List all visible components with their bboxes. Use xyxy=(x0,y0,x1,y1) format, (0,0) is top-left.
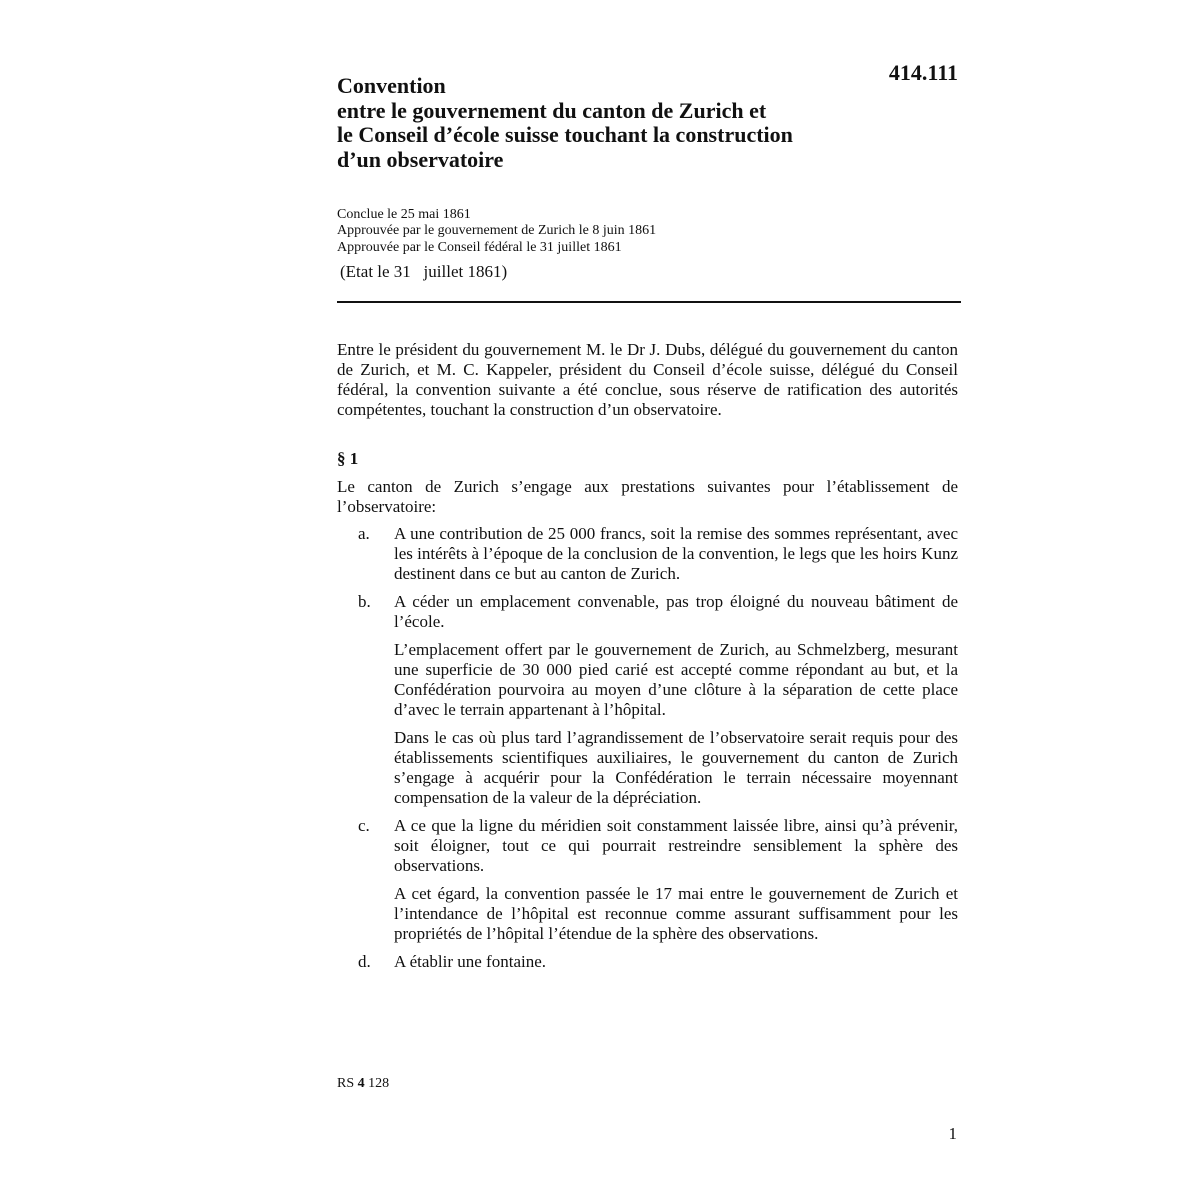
item-paragraph: A établir une fontaine. xyxy=(394,952,547,971)
list-marker: b. xyxy=(358,592,371,611)
list-marker: d. xyxy=(358,952,371,971)
list-item xyxy=(337,592,958,808)
title-line: d’un observatoire xyxy=(337,146,504,172)
approved-zurich-date: Approuvée par le gouvernement de Zurich le 8 juin 1861 xyxy=(337,223,657,239)
list-item xyxy=(337,952,958,972)
item-paragraph: Dans le cas où plus tard l’agrandissement de l’observatoire serait requis pour des établissements scientifiques auxiliaires, le gouvernement du canton de Zurich s’engage à acquérir pour la Confédération le terrain nécessaire moyennant compensation de la valeur de la dépréciation. xyxy=(394,728,958,807)
item-paragraph: A céder un emplacement convenable, pas trop éloigné du nouveau bâtiment de l’école. xyxy=(394,592,958,631)
page-number: 1 xyxy=(948,1124,957,1143)
item-paragraph: A ce que la ligne du méridien soit constamment laissée libre, ainsi qu’à prévenir, soit éloigner, tout ce qui pourrait restreindre sensiblement la sphère des observations. xyxy=(394,816,958,875)
footnote-page: 128 xyxy=(368,1076,390,1091)
document-title xyxy=(337,74,897,172)
approved-federal-date: Approuvée par le Conseil fédéral le 31 juillet 1861 xyxy=(337,239,622,255)
footnote-prefix: RS xyxy=(337,1076,355,1091)
header-divider xyxy=(337,301,961,303)
list-item xyxy=(337,524,958,584)
footnote-volume: 4 xyxy=(357,1076,365,1091)
list-marker: a. xyxy=(358,524,370,543)
document-body xyxy=(337,340,958,980)
concluded-date: Conclue le 25 mai 1861 xyxy=(337,207,471,222)
obligations-list xyxy=(337,524,958,972)
section-heading: § 1 xyxy=(337,449,359,468)
list-item xyxy=(337,816,958,944)
footnote-reference xyxy=(337,1075,389,1093)
section-intro: Le canton de Zurich s’engage aux prestations suivantes pour l’établissement de l’observatoire: xyxy=(337,477,958,516)
document-dates xyxy=(337,207,937,256)
preamble-paragraph: Entre le président du gouvernement M. le Dr J. Dubs, délégué du gouvernement du canton de Zurich, et M. C. Kappeler, président du Conseil d’école suisse, délégué du Conseil fédéral, la convention suivante a été conclue, sous réserve de ratification des autorités compétentes, touchant la construction d’un observatoire. xyxy=(337,340,958,419)
document-state: (Etat le 31 juillet 1861) xyxy=(340,262,508,281)
title-line: le Conseil d’école suisse touchant la construction xyxy=(337,122,793,147)
item-paragraph: A cet égard, la convention passée le 17 mai entre le gouvernement de Zurich et l’intendance de l’hôpital est reconnue comme assurant suffisamment pour les propriétés de l’hôpital l’étendue de la sphère des observations. xyxy=(394,884,958,943)
item-paragraph: L’emplacement offert par le gouvernement de Zurich, au Schmelzberg, mesurant une superficie de 30 000 pied carié est accepté comme répondant au but, et la Confédération pourvoira au moyen d’une clôture à la séparation de cette place d’avec le terrain appartenant à l’hôpital. xyxy=(394,640,958,719)
title-line: entre le gouvernement du canton de Zurich et xyxy=(337,97,767,123)
list-marker: c. xyxy=(358,816,370,835)
title-line: Convention xyxy=(337,73,446,98)
document-number: 414.111 xyxy=(888,60,958,85)
item-paragraph: A une contribution de 25 000 francs, soit la remise des sommes représentant, avec les intérêts à l’époque de la conclusion de la convention, le legs que les hoirs Kunz destinent dans ce but au canton de Zurich. xyxy=(394,524,958,583)
